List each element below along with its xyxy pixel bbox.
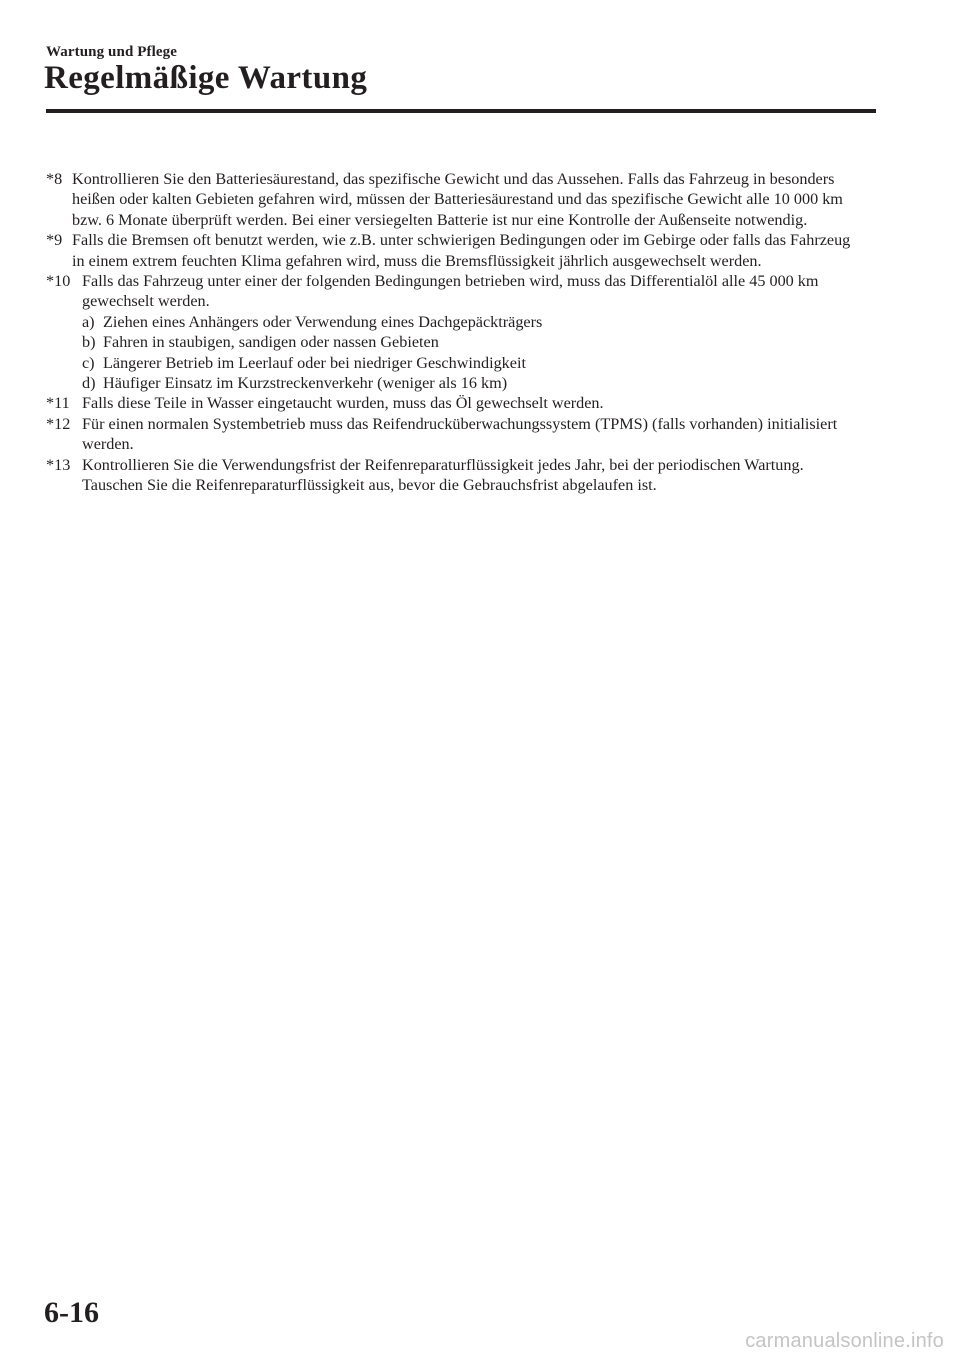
condition-text: Häufiger Einsatz im Kurzstreckenverkehr (weniger als 16 km) [103,374,508,393]
page-number: 6-16 [44,1296,99,1329]
footnotes-list [46,169,866,496]
condition-key: b) [82,333,96,352]
condition-key: a) [82,312,95,331]
condition-list [82,312,866,394]
section-label: Wartung und Pflege [46,44,177,60]
footnote-key: *8 [46,170,63,188]
footnote-key: *12 [46,414,71,433]
footnote-9 [46,230,866,271]
footnote-11 [46,393,866,413]
condition-item [82,353,866,373]
footnote-text: Für einen normalen Systembetrieb muss das Reifendrucküberwachungssystem (TPMS) (falls vorhanden) initialisiert werden. [82,414,838,454]
footnote-13 [46,455,866,496]
footnote-key: *9 [46,231,63,250]
title-rule [46,109,876,113]
condition-text: Ziehen eines Anhängers oder Verwendung eines Dachgepäckträgers [103,312,543,331]
watermark: carmanualsonline.info [745,1330,944,1352]
footnote-text: Kontrollieren Sie die Verwendungsfrist der Reifenreparaturflüssigkeit jedes Jahr, bei der periodischen Wartung. Tauschen Sie die Reifenreparaturflüssigkeit aus, bevor die Gebrauchsfrist abgelaufen ist. [82,455,804,495]
footnote-key: *13 [46,455,71,474]
condition-key: d) [82,374,96,393]
footnote-text: Falls das Fahrzeug unter einer der folgenden Bedingungen betrieben wird, muss das Differentialöl alle 45 000 km gewechselt werden. [82,272,819,311]
condition-item [82,312,866,332]
footnote-12 [46,414,866,455]
footnote-8 [46,169,866,230]
footnote-text: Kontrollieren Sie den Batteriesäurestand, das spezifische Gewicht und das Aussehen. Falls das Fahrzeug in besonders heißen oder kalten Gebieten gefahren wird, müssen der Batteriesäurestand und das spezifische Gewicht alle 10 000 km bzw. 6 Monate überprüft werden. Bei einer versiegelten Batterie ist nur eine Kontrolle der Außenseite notwendig. [72,170,843,229]
condition-item [82,373,866,393]
condition-text: Fahren in staubigen, sandigen oder nassen Gebieten [103,333,439,352]
condition-item [82,332,866,352]
footnote-key: *10 [46,272,71,291]
condition-text: Längerer Betrieb im Leerlauf oder bei niedriger Geschwindigkeit [103,353,526,372]
footnote-text: Falls diese Teile in Wasser eingetaucht wurden, muss das Öl gewechselt werden. [82,394,604,413]
condition-key: c) [82,353,95,372]
footnote-10 [46,271,866,393]
footnote-text: Falls die Bremsen oft benutzt werden, wie z.B. unter schwierigen Bedingungen oder im Gebirge oder falls das Fahrzeug in einem extrem feuchten Klima gefahren wird, muss die Bremsflüssigkeit jährlich ausgewechselt werden. [72,231,851,270]
footnote-key: *11 [46,394,70,413]
page-title: Regelmäßige Wartung [44,60,368,96]
